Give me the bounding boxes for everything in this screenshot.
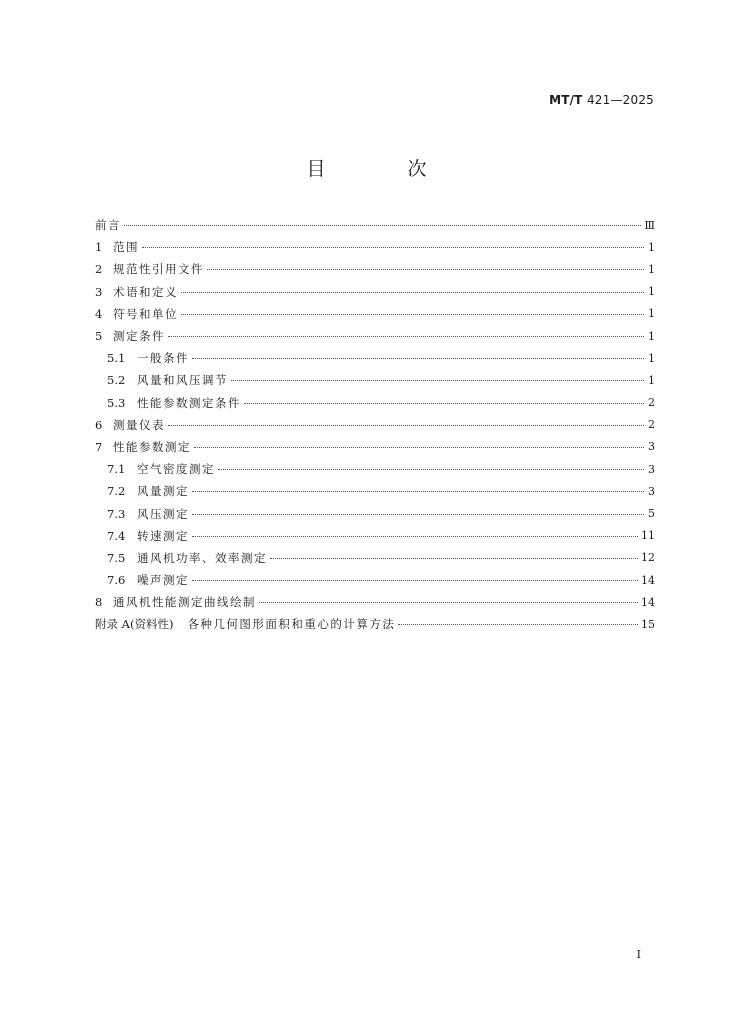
toc-entry-page: 1 [648,240,655,254]
standard-prefix: MT/T [549,93,583,107]
toc-entry-title: 空气密度测定 [137,462,215,477]
toc-entry-title: 一般条件 [137,351,189,366]
toc-entry-title: 规范性引用文件 [113,262,204,277]
toc-leader-dots [270,557,638,559]
toc-entry[interactable] [95,369,655,391]
toc-entry-label [95,239,139,255]
toc-entry[interactable] [95,281,655,303]
toc-entry-page: 3 [648,484,655,498]
toc-entry-number: 3 [95,284,103,299]
toc-leader-dots [181,291,644,293]
toc-entry-page: Ⅲ [644,218,655,232]
toc-entry-page: 1 [648,307,655,321]
toc-entry-title: 测定条件 [113,329,165,344]
toc-entry[interactable] [95,392,655,414]
toc-entry-label [95,417,165,433]
toc-entry-number: 7.4 [107,528,126,543]
toc-entry-label [95,306,178,322]
toc-leader-dots [192,357,644,359]
toc-entry-number: 7.5 [107,550,126,565]
toc-entry[interactable] [95,525,655,547]
toc-entry-page: 1 [648,351,655,365]
toc-entry[interactable] [95,436,655,458]
toc-entry-page: 1 [648,262,655,276]
toc-entry-number: 1 [95,240,103,255]
toc-entry-label [107,395,241,411]
toc-leader-dots [168,424,644,426]
toc-entry-title: 风压测定 [137,506,189,521]
toc-entry-page: 15 [641,617,655,631]
toc-entry-number: 2 [95,262,103,277]
toc-entry-title: 转速测定 [137,528,189,543]
toc-entry[interactable] [95,547,655,569]
toc-leader-dots [218,468,644,470]
toc-entry-title: 通风机功率、效率测定 [137,550,267,565]
toc-entry-number: 6 [95,417,103,432]
toc-entry[interactable] [95,347,655,369]
toc-entry-label [107,506,189,522]
toc-entry-label [107,461,215,477]
toc-leader-dots [398,623,638,625]
toc-entry-title: 风量测定 [137,484,189,499]
toc-leader-dots [192,535,638,537]
toc-entry-label [107,350,189,366]
toc-entry[interactable] [95,591,655,613]
toc-entry-page: 3 [648,440,655,454]
toc-entry-title: 通风机性能测定曲线绘制 [113,595,256,610]
toc-entry-page: 1 [648,285,655,299]
toc-leader-dots [192,513,644,515]
toc-leader-dots [259,601,638,603]
toc-entry-label [107,483,189,499]
toc-entry[interactable] [95,502,655,524]
toc-entry-title: 术语和定义 [113,284,178,299]
toc-entry-title: 测量仪表 [113,417,165,432]
toc-entry-number: 5 [95,329,103,344]
toc-entry-title: 风量和风压调节 [137,373,228,388]
toc-leader-dots [194,446,644,448]
toc-leader-dots [168,335,644,337]
toc-leader-dots [231,379,644,381]
toc-leader-dots [124,224,641,226]
toc-entry-label [95,594,256,610]
toc-entry[interactable] [95,214,655,236]
toc-leader-dots [192,579,638,581]
toc-entry-page: 5 [648,507,655,521]
toc-entry-page: 1 [648,373,655,387]
toc-leader-dots [181,313,644,315]
toc-entry-number: 7.2 [107,484,126,499]
toc-entry[interactable] [95,325,655,347]
toc-entry-title: 前言 [95,218,121,233]
table-of-contents [95,214,655,636]
toc-entry-number: 8 [95,595,103,610]
toc-entry-label [95,261,204,277]
toc-entry-label [107,572,189,588]
toc-entry-number: 附录 A(资料性) [95,617,174,632]
toc-title: 目 次 [306,158,465,180]
toc-entry-label [107,528,189,544]
toc-entry-number: 5.1 [107,351,126,366]
toc-entry[interactable] [95,569,655,591]
toc-leader-dots [142,246,644,248]
toc-leader-dots [244,402,644,404]
toc-entry[interactable] [95,458,655,480]
toc-leader-dots [192,490,644,492]
toc-entry-title: 范围 [113,240,139,255]
toc-entry-page: 12 [641,551,655,565]
toc-entry-page: 11 [641,529,655,543]
toc-entry[interactable] [95,258,655,280]
toc-entry-label [107,372,228,388]
toc-entry-title: 各种几何图形面积和重心的计算方法 [187,617,396,632]
toc-entry-title: 噪声测定 [137,573,189,588]
toc-entry-label [95,616,395,632]
toc-entry-title: 性能参数测定 [113,439,191,454]
standard-number: 421—2025 [586,93,654,107]
toc-entry-page: 2 [648,396,655,410]
toc-entry[interactable] [95,480,655,502]
toc-entry-page: 14 [641,573,655,587]
toc-entry-page: 2 [648,418,655,432]
page-number: Ⅰ [636,948,641,961]
toc-entry-label [95,284,178,300]
toc-entry-page: 3 [648,462,655,476]
toc-leader-dots [207,268,644,270]
toc-entry-number: 7.3 [107,506,126,521]
toc-entry-number: 7.6 [107,573,126,588]
toc-entry-number: 4 [95,306,103,321]
toc-entry-number: 7 [95,439,103,454]
toc-entry-label [95,217,121,233]
toc-entry-label [107,550,267,566]
toc-entry[interactable] [95,414,655,436]
standard-code [549,93,654,107]
toc-entry-title: 性能参数测定条件 [137,395,241,410]
toc-entry[interactable] [95,236,655,258]
toc-entry-number: 5.2 [107,373,126,388]
toc-entry-label [95,439,191,455]
toc-entry-label [95,328,165,344]
toc-entry[interactable] [95,613,655,635]
toc-entry[interactable] [95,303,655,325]
toc-entry-title: 符号和单位 [113,306,178,321]
toc-entry-number: 5.3 [107,395,126,410]
toc-entry-page: 1 [648,329,655,343]
toc-entry-page: 14 [641,595,655,609]
toc-entry-number: 7.1 [107,462,126,477]
